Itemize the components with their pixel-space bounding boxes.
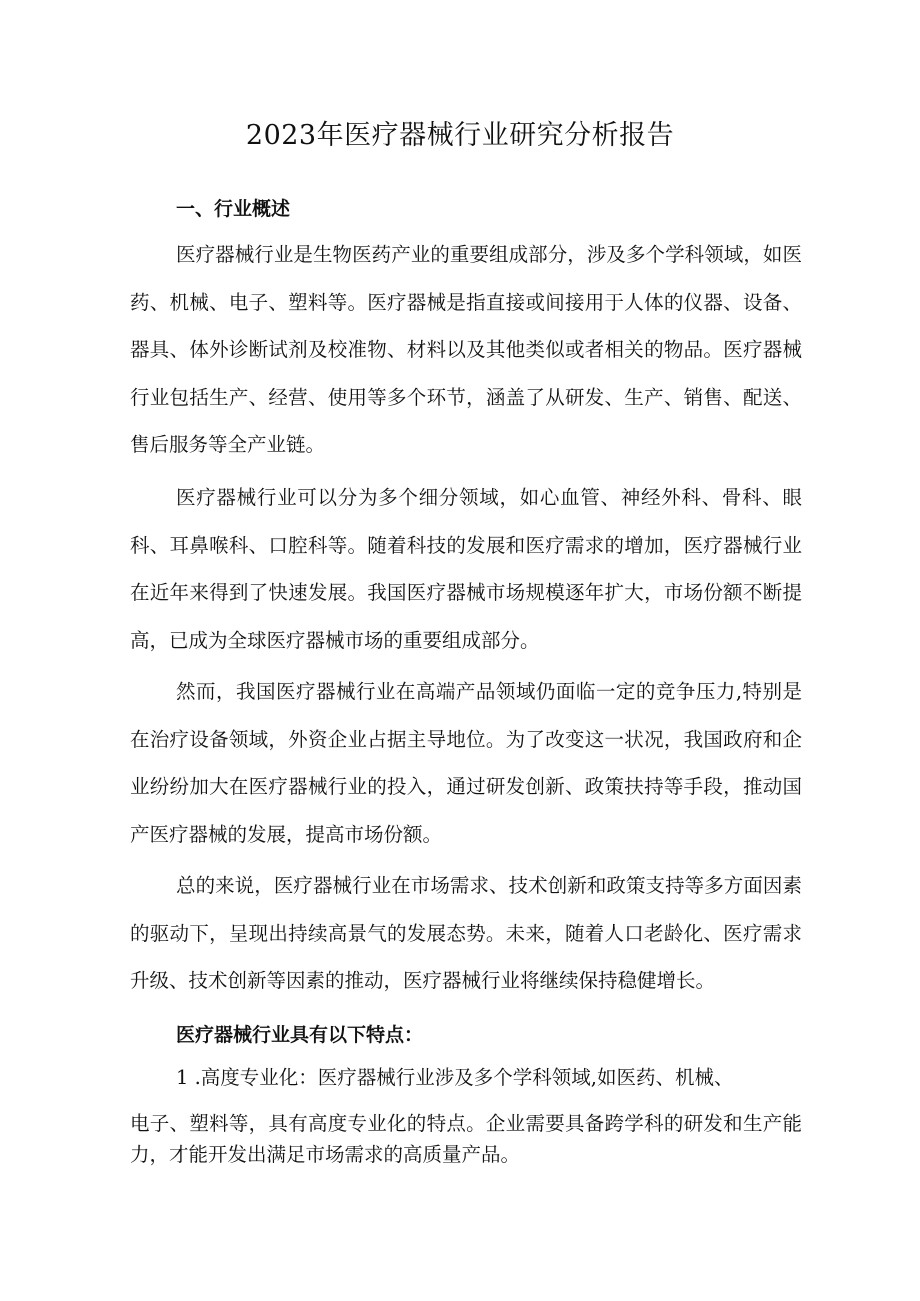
feature-1-continuation: 电子、塑料等，具有高度专业化的特点。企业需要具备跨学科的研发和生产能力，才能开发出满足市场需求的高质量产品。 [130,1112,802,1166]
paragraph-2: 医疗器械行业可以分为多个细分领域，如心血管、神经外科、骨科、眼科、耳鼻喉科、口腔科等。随着科技的发展和医疗需求的增加，医疗器械行业在近年来得到了快速发展。我国医疗器械市场规模逐年扩大，市场份额不断提高，已成为全球医疗器械市场的重要组成部分。 [130,486,802,652]
section-heading-overview: 一、行业概述 [176,198,291,220]
features-heading: 医疗器械行业具有以下特点： [176,1024,424,1046]
paragraph-3: 然而，我国医疗器械行业在高端产品领域仍面临一定的竞争压力,特别是在治疗设备领域，外资企业占据主导地位。为了改变这一状况，我国政府和企业纷纷加大在医疗器械行业的投入，通过研发创新、政策扶持等手段，推动国产医疗器械的发展，提高市场份额。 [130,680,802,846]
paragraph-1: 医疗器械行业是生物医药产业的重要组成部分，涉及多个学科领域，如医药、机械、电子、塑料等。医疗器械是指直接或间接用于人体的仪器、设备、器具、体外诊断试剂及校准物、材料以及其他类似或者相关的物品。医疗器械行业包括生产、经营、使用等多个环节，涵盖了从研发、生产、销售、配送、售后服务等全产业链。 [130,243,802,456]
feature-1-first-line: 1 .高度专业化：医疗器械行业涉及多个学科领域,如医药、机械、 [176,1066,734,1089]
paragraph-4: 总的来说，医疗器械行业在市场需求、技术创新和政策支持等多方面因素的驱动下，呈现出持续高景气的发展态势。未来，随着人口老龄化、医疗需求升级、技术创新等因素的推动，医疗器械行业将继续保持稳健增长。 [130,874,802,992]
document-title: 2023年医疗器械行业研究分析报告 [245,120,675,151]
